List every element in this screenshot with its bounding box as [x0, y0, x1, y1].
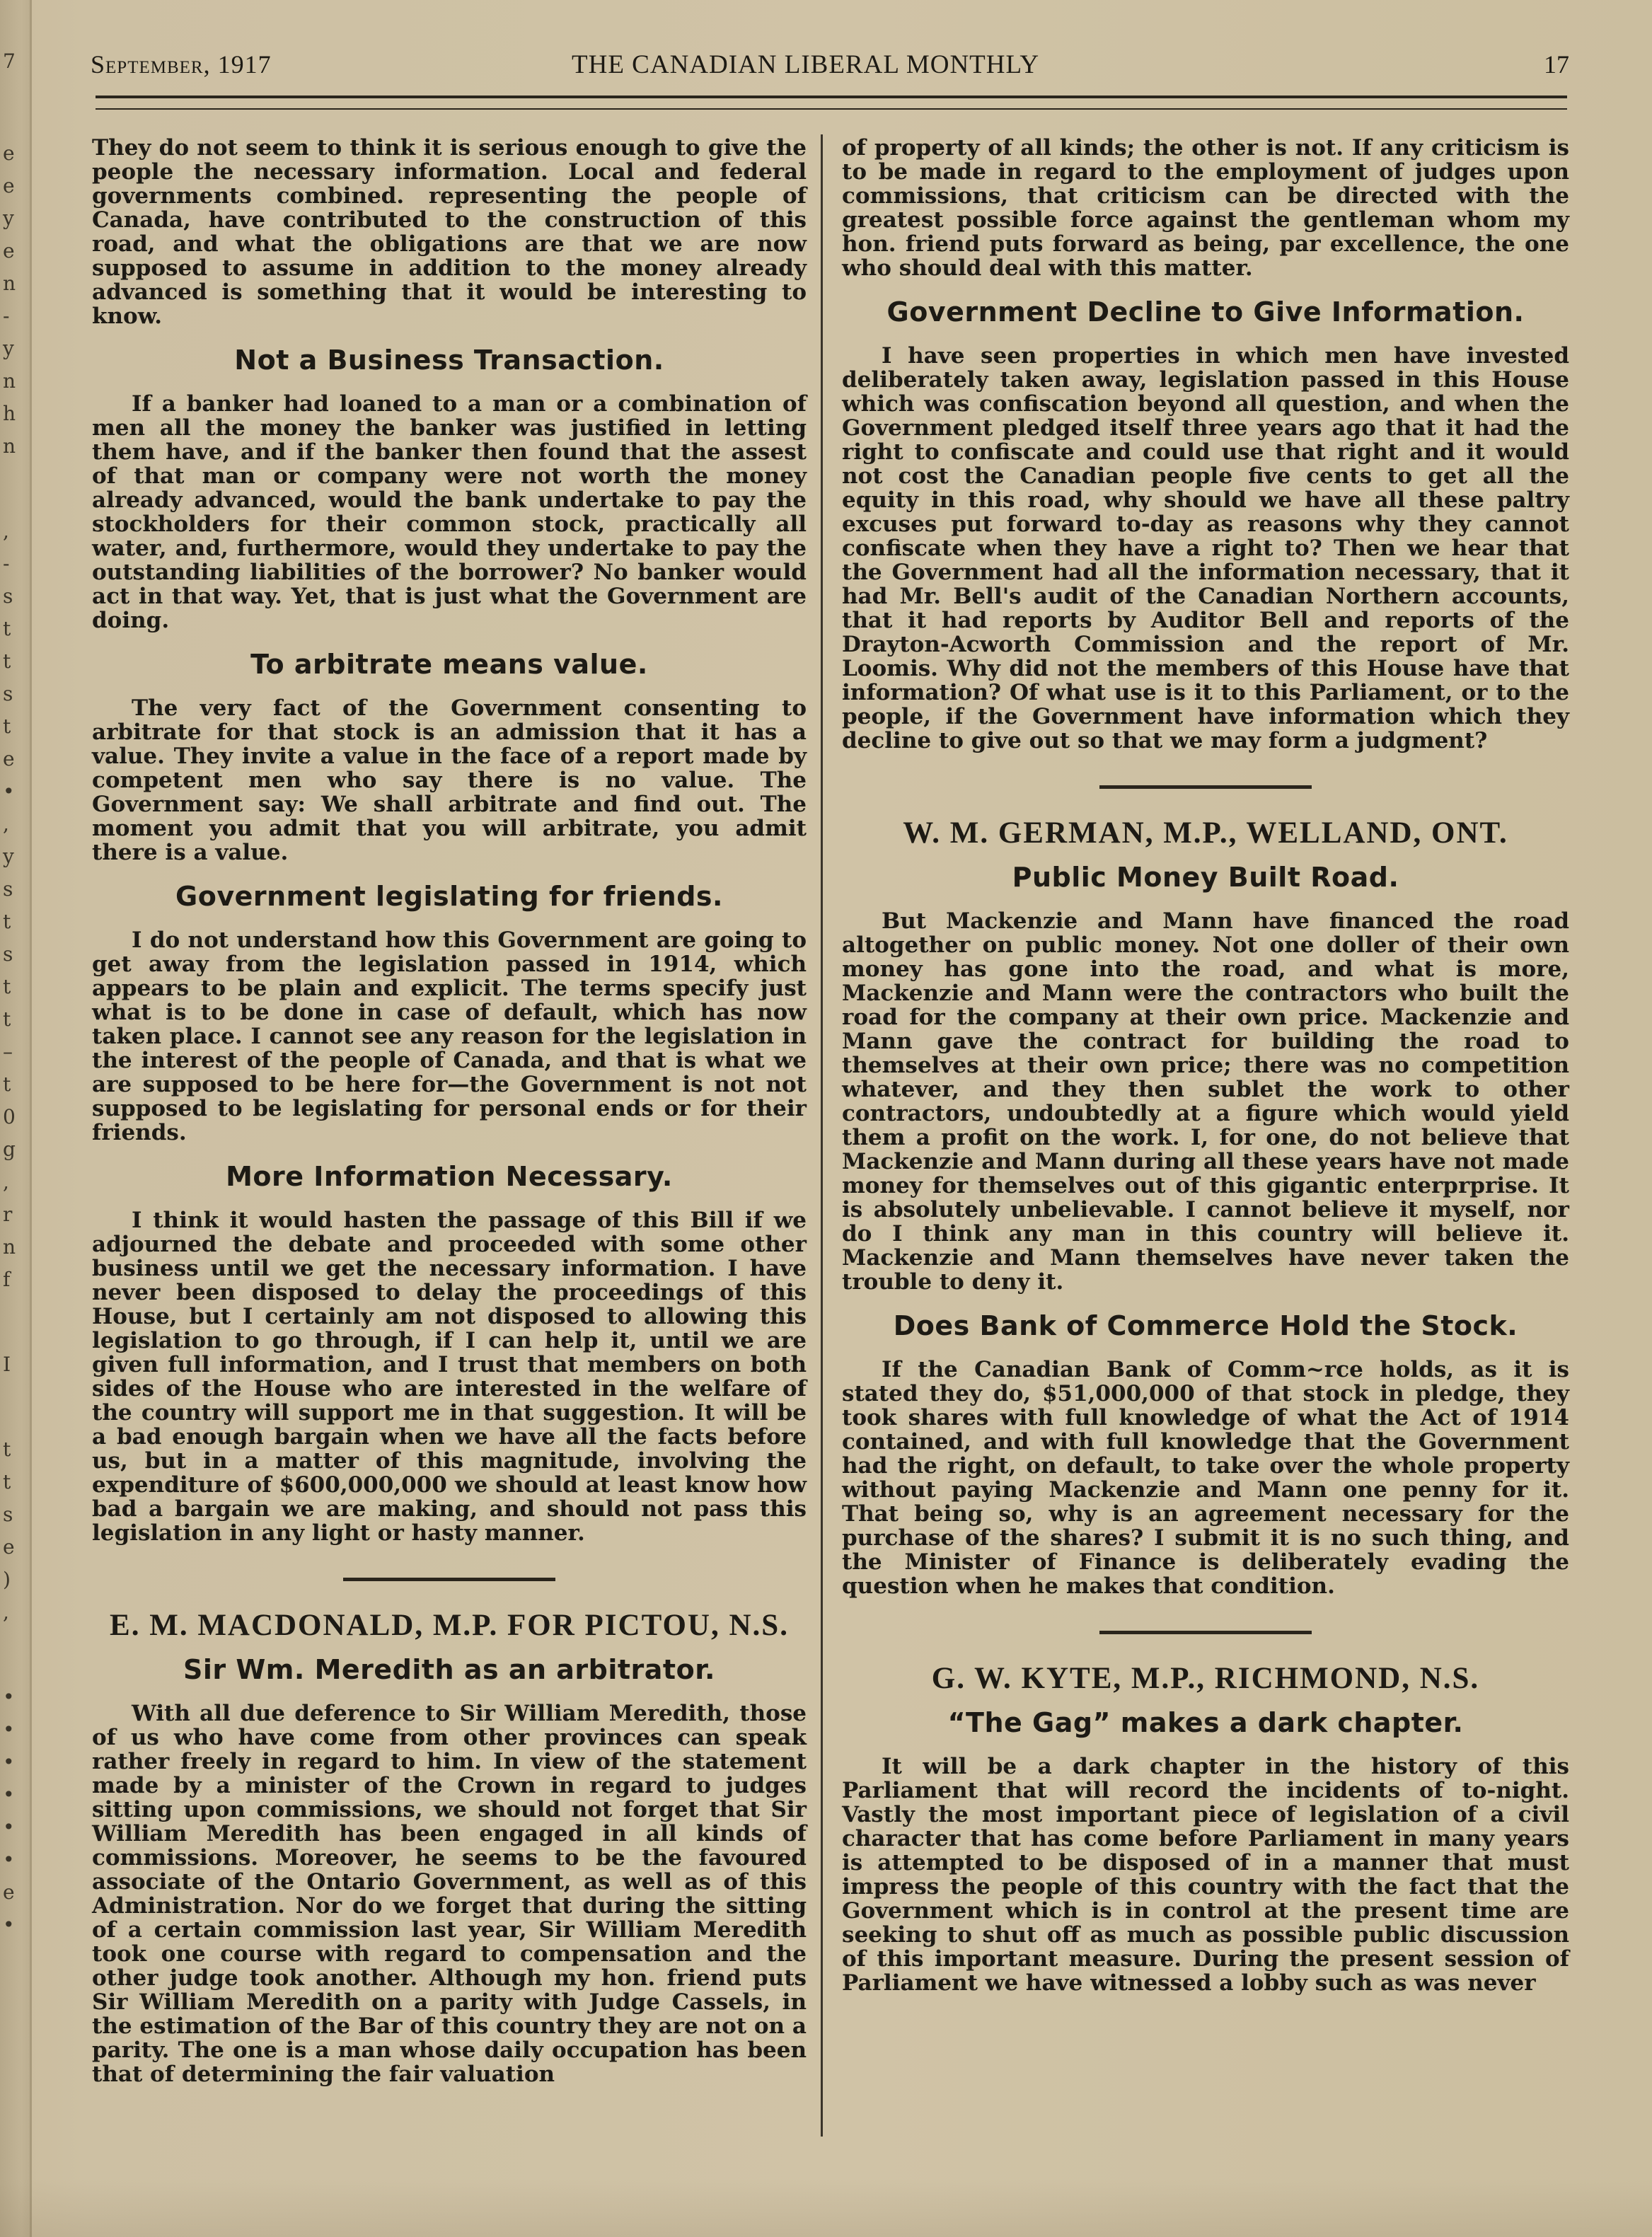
- margin-letter: y: [3, 845, 14, 868]
- section-heading: Does Bank of Commerce Hold the Stock.: [893, 1310, 1518, 1341]
- margin-letter: t: [3, 1438, 11, 1461]
- publication-title: THE CANADIAN LIBERAL MONTHLY: [572, 50, 1040, 79]
- margin-letter: e: [3, 747, 15, 770]
- paragraph: I have seen properties in which men have invested deliberately taken away, legislation passed in this House which was confiscation beyond all question, and when the Government pledged itself three years ago that it had the right to confiscate and could use that right and it would not cost the Canadian people five cents to get all the equity in this road, why should we have all these paltry excuses put forward to-day as reasons why they cannot confiscate when they have a right to? Then we hear that the Government had all the information necessary, that it had Mr. Bell's audit of the Canadian Northern accounts, that it had reports by Auditor Bell and reports of the Drayton-Acworth Commission and the report of Mr. Loomis. Why did not the members of this House have that information? Of what use is it to this Parliament, or to the people, if the Government have information which they decline to give out so that we may form a judgment?: [842, 343, 1569, 753]
- section-divider: [343, 1578, 555, 1581]
- margin-letter: t: [3, 1007, 11, 1031]
- header-date: September, 1917: [91, 50, 272, 79]
- margin-letter: y: [3, 337, 14, 360]
- margin-letter: •: [3, 780, 15, 803]
- running-header: [91, 47, 1569, 89]
- paragraph: I do not understand how this Government are going to get away from the legislation passed in 1914, which appears to be plain and explicit. The terms specify just what is to be done in case of default, which has now taken place. I cannot see any reason for the legislation in the interest of the people of Canada, and that is what we are supposed to be here for—the Government is not not supposed to be legislating for personal ends or for their friends.: [92, 927, 807, 1145]
- margin-letter: •: [3, 1815, 15, 1839]
- margin-letter: t: [3, 649, 11, 673]
- paragraph: If the Canadian Bank of Comm~rce holds, as it is stated they do, $51,000,000 of that stock in pledge, they took shares with full knowledge of what the Act of 1914 contained, and with full knowledge that the Government had the right, on default, to take over the whole property without paying Mackenzie and Mann one penny for it. That being so, why is an agreement necessary for the purchase of the shares? I submit it is no such thing, and the Minister of Finance is deliberately evading the question when he makes that condition.: [842, 1357, 1569, 1599]
- page-bottom-shading: [0, 2179, 1652, 2237]
- margin-letter: s: [3, 584, 13, 608]
- paragraph: It will be a dark chapter in the history of this Parliament that will record the incidents of to-night. Vastly the most important piece of legislation of a civil character that has come before Parliament in many years is attempted to be disposed of in a manner that must impress the people of this country with the fact that the Government which is in control at the present time are seeking to shut off as much as possible public discussion of this important measure. During the present session of Parliament we have witnessed a lobby such as was never: [842, 1754, 1569, 1996]
- margin-letter: •: [3, 1783, 15, 1806]
- margin-letter: ,: [3, 812, 9, 836]
- margin-letter: •: [3, 1718, 15, 1741]
- margin-letter: s: [3, 942, 13, 966]
- margin-letter: t: [3, 910, 11, 933]
- section-heading: Sir Wm. Meredith as an arbitrator.: [183, 1654, 715, 1685]
- paragraph: If a banker had loaned to a man or a combination of men all the money the banker was justified in letting them have, and if the banker then found that the assest of that man or company were not worth the money already advanced, would the bank undertake to pay the stockholders for their common stock, practically all water, and, furthermore, would they undertake to pay the outstanding liabilities of the borrower? No banker would act in that way. Yet, that is just what the Government are doing.: [92, 391, 807, 633]
- margin-letter: ): [3, 1568, 11, 1591]
- margin-letter: t: [3, 975, 11, 998]
- section-heading: More Information Necessary.: [226, 1161, 673, 1192]
- margin-letter: •: [3, 1685, 15, 1709]
- right-column: [842, 136, 1569, 2008]
- margin-letter: e: [3, 174, 15, 197]
- margin-letter: n: [3, 1235, 16, 1259]
- section-heading: To arbitrate means value.: [250, 649, 648, 680]
- margin-letter: g: [3, 1138, 16, 1161]
- margin-page-digit: 7: [3, 50, 16, 73]
- margin-letter: t: [3, 715, 11, 738]
- margin-letter: s: [3, 682, 13, 705]
- margin-letter: t: [3, 617, 11, 640]
- paragraph: I think it would hasten the passage of this Bill if we adjourned the debate and proceeded with some other business until we get the necessary information. I have never been disposed to delay the proceedings of this House, but I certainly am not disposed to allowing this legislation to go through, if I can help it, until we are given full information, and I trust that members on both sides of the House who are interested in the welfare of the country will support me in that suggestion. It will be a bad enough bargain when we have all the facts before us, but in a matter of this magnitude, involving the expenditure of $600,000,000 we should at least know how bad a bargain we are making, and should not pass this legislation in any light or hasty manner.: [92, 1208, 807, 1546]
- margin-letter: 0: [3, 1105, 16, 1128]
- margin-letter: I: [3, 1353, 11, 1376]
- margin-letter: n: [3, 272, 16, 295]
- margin-letter: n: [3, 434, 16, 458]
- margin-letter: f: [3, 1268, 11, 1291]
- section-divider: [1099, 1631, 1312, 1634]
- column-divider: [821, 134, 823, 2137]
- margin-letter: •: [3, 1750, 15, 1774]
- section-heading: Government Decline to Give Information.: [886, 296, 1525, 328]
- margin-letter: y: [3, 207, 14, 230]
- margin-letter: s: [3, 1503, 13, 1526]
- section-heading: “The Gag” makes a dark chapter.: [947, 1707, 1464, 1738]
- left-column: [92, 136, 807, 2099]
- page-number: 17: [1544, 50, 1569, 79]
- paragraph: of property of all kinds; the other is not. If any criticism is to be made in regard to the employment of judges upon commissions, that criticism can be directed with the greatest possible force against the gentleman whom my hon. friend puts forward as being, par excellence, the one who should deal with this matter.: [842, 135, 1569, 281]
- paragraph: The very fact of the Government consenting to arbitrate for that stock is an admission that it has a value. They invite a value in the face of a report made by competent men who say there is no value. The Government say: We shall arbitrate and find out. The moment you admit that you will arbitrate, you admit there is a value.: [92, 695, 807, 865]
- paragraph: With all due deference to Sir William Meredith, those of us who have come from other provinces can speak rather freely in regard to him. In view of the statement made by a minister of the Crown in regard to judges sitting upon commissions, we should not forget that Sir William Meredith has been engaged in all kinds of commissions. Moreover, he seems to be the favoured associate of the Ontario Government, as well as of this Administration. Nor do we forget that during the sitting of a certain commission last year, Sir William Meredith took one course with regard to compensation and the other judge took another. Although my hon. friend puts Sir William Meredith on a parity with Judge Cassels, in the estimation of the Bar of this country they are not on a parity. The one is a man whose daily occupation has been that of determining the fair valuation: [92, 1701, 807, 2087]
- margin-letter: •: [3, 1848, 15, 1871]
- section-heading: Public Money Built Road.: [1012, 862, 1399, 893]
- margin-letter: s: [3, 877, 13, 901]
- margin-letter: r: [3, 1203, 13, 1226]
- paragraph: They do not seem to think it is serious enough to give the people the necessary information. Local and federal governments combined. representing the people of Canada, have contributed to the construction of this road, and what the obligations are that we are now supposed to assume in addition to the money already advanced is something that it would be interesting to know.: [92, 135, 807, 329]
- margin-letter: e: [3, 239, 15, 262]
- speaker-heading: E. M. MACDONALD, M.P. FOR PICTOU, N.S.: [110, 1609, 789, 1642]
- section-heading: Not a Business Transaction.: [234, 345, 664, 376]
- margin-letter: ,: [3, 519, 9, 543]
- section-divider: [1099, 785, 1312, 789]
- margin-letter: t: [3, 1470, 11, 1493]
- margin-letter: ,: [3, 1170, 9, 1193]
- header-rule: [96, 96, 1567, 110]
- margin-letter: t: [3, 1073, 11, 1096]
- margin-letter: •: [3, 1913, 15, 1936]
- margin-letter: h: [3, 402, 16, 425]
- margin-letter: –: [3, 1040, 13, 1063]
- margin-letter: e: [3, 1535, 15, 1559]
- speaker-heading: G. W. KYTE, M.P., RICHMOND, N.S.: [931, 1662, 1480, 1695]
- section-heading: Government legislating for friends.: [175, 881, 723, 912]
- paragraph: But Mackenzie and Mann have financed the road altogether on public money. Not one doller of their own money has gone into the road, and what is more, Mackenzie and Mann were the contractors who built the road for the company at their own price. Mackenzie and Mann gave the contract for building the road to themselves at their own price; there was no competition whatever, and they then sublet the work to other contractors, undoubtedly at a figure which would yield them a profit on the work. I, for one, do not believe that Mackenzie and Mann during all these years have not made money for themselves out of this gigantic enterprprise. It is absolutely unbelievable. I cannot believe it myself, nor do I think any man in this country will believe it. Mackenzie and Mann themselves have never taken the trouble to deny it.: [842, 908, 1569, 1295]
- speaker-heading: W. M. GERMAN, M.P., WELLAND, ONT.: [903, 816, 1508, 850]
- margin-letter: -: [3, 552, 10, 575]
- adjacent-page-margin: [0, 0, 21, 2237]
- margin-letter: ,: [3, 1600, 9, 1624]
- margin-letter: e: [3, 1880, 15, 1904]
- margin-letter: n: [3, 369, 16, 393]
- margin-letter: e: [3, 141, 15, 165]
- margin-letter: -: [3, 304, 10, 328]
